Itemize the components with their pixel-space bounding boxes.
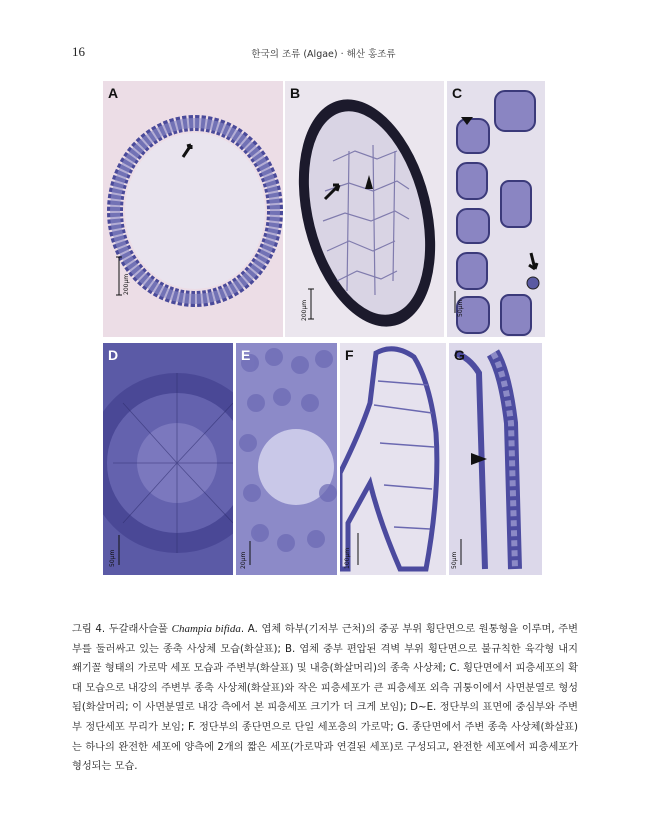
- scale-bar-label: 50μm: [457, 299, 464, 317]
- figure-panel-g: [449, 343, 542, 575]
- scale-bar-label: 50μm: [109, 549, 116, 567]
- figure-caption: [72, 620, 578, 777]
- page-number: 16: [72, 44, 85, 59]
- figure-panel-c: [447, 81, 545, 337]
- panel-label: F: [345, 347, 354, 363]
- panel-label: A: [108, 85, 119, 101]
- figure-panel-f: [340, 343, 446, 575]
- scale-bar-label: 200μm: [301, 299, 308, 321]
- panel-b-micrograph: [285, 81, 444, 337]
- panel-label: C: [452, 85, 463, 101]
- running-head: 한국의 조류 (Algae) · 해산 홍조류: [251, 49, 396, 60]
- figure-panel-b: [285, 81, 444, 337]
- panel-label: D: [108, 347, 119, 363]
- panel-c-micrograph: [447, 81, 545, 337]
- panel-a-micrograph: [103, 81, 283, 337]
- figure-panel-a: [103, 81, 283, 337]
- scale-bar-label: 200μm: [123, 273, 130, 295]
- scale-bar-label: 100μm: [344, 547, 351, 569]
- figure-panel-d: [103, 343, 233, 575]
- caption-species: Champia bifida: [171, 623, 241, 635]
- panel-f-micrograph: [340, 343, 446, 575]
- panel-d-micrograph: [103, 343, 233, 575]
- figure-panel-e: [236, 343, 337, 575]
- panel-e-micrograph: [236, 343, 337, 575]
- scale-bar-label: 20μm: [240, 551, 247, 569]
- scale-bar-label: 50μm: [451, 551, 458, 569]
- panel-g-micrograph: [449, 343, 542, 575]
- caption-prefix: 그림 4. 두갈래사슬풀: [72, 624, 168, 635]
- panel-label: G: [454, 347, 465, 363]
- panel-label: E: [241, 347, 251, 363]
- caption-body: . A. 엽체 하부(기저부 근처)의 중공 부위 횡단면으로 원통형을 이루며, 주변부를 둘러싸고 있는 종축 사상체 모습(화살표); B. 엽체 중부 편압된 격벽 부위 횡단면으로 불규칙한 육각형 내지 쐐기꼴 형태의 가로막 세포 모습과 주변부(화살표) 및 내층(화살머리)의 종축 사상체; C. 횡단면에서 피층세포의 확대 모습으로 내강의 주변부 종축 사상체(화살표)와 작은 피층세포가 큰 피층세포 외측 귀퉁이에서 사면분열로 형성됨(화살머리; 이 사면분열로 내강 측에서 본 피층세포 크기가 더 크게 보임); D~E. 정단부의 표면에 중심부와 주변부 정단세포 무리가 보임; F. 정단부의 종단면으로 단일 세포층의 가로막; G. 종단면에서 주변 종축 사상체(화살표)는 하나의 완전한 세포에 양측에 2개의 짧은 세포(가로막과 연결된 세포)로 구성되고, 완전한 세포에서 피층세포가 형성되는 모습.: [72, 624, 578, 773]
- panel-label: B: [290, 85, 301, 101]
